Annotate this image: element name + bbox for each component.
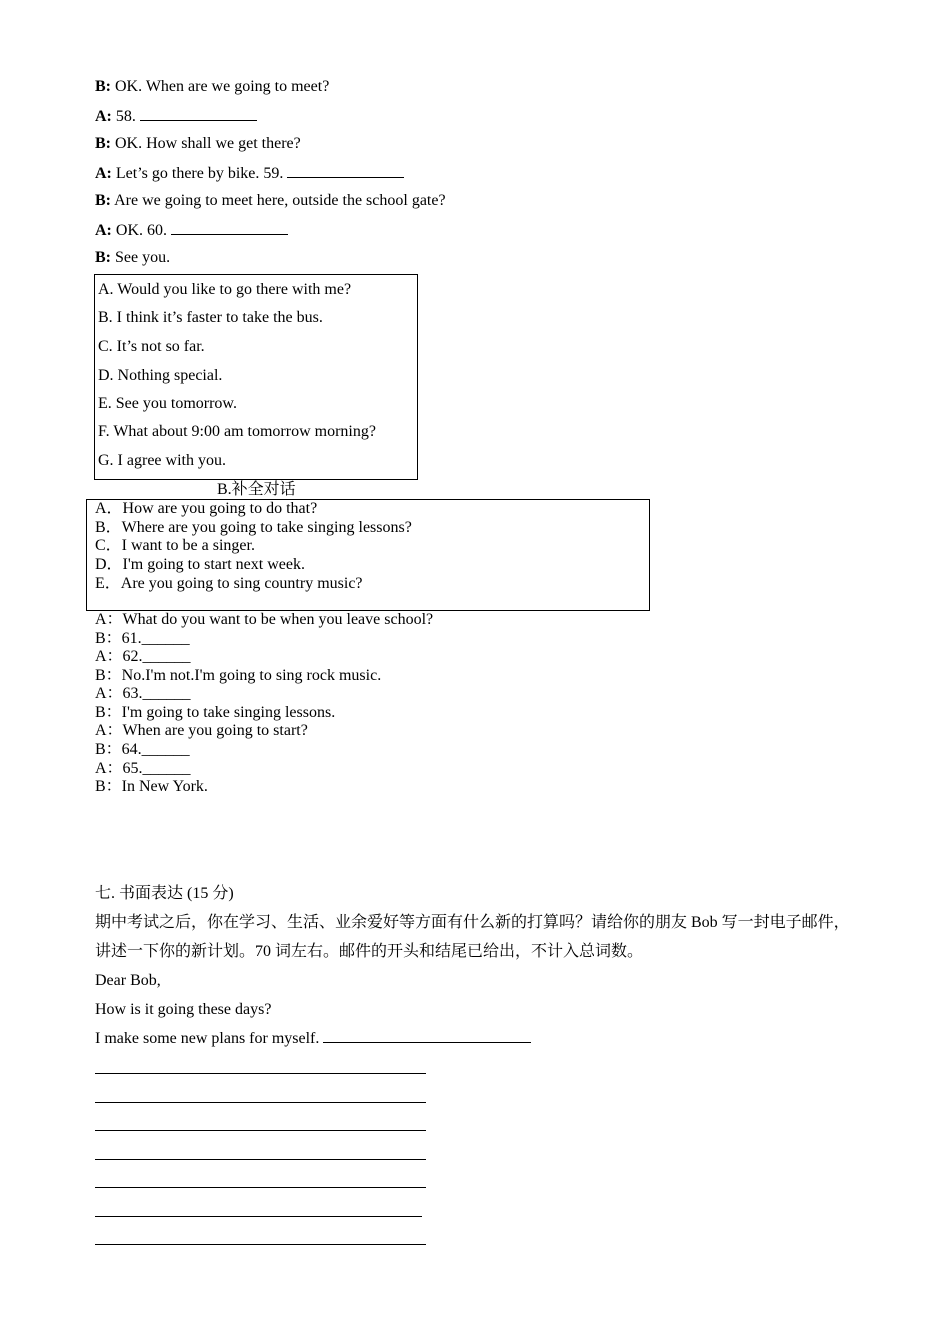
- section-b-title: B.补全对话: [217, 481, 296, 498]
- dialogue-text: Let’s go there by bike. 59.: [115, 165, 284, 182]
- dialogue-text: OK. How shall we get there?: [115, 135, 301, 152]
- speaker-label: B:: [95, 78, 111, 95]
- dialogue-line: [95, 220, 288, 241]
- speaker-label: B:: [95, 249, 111, 266]
- speaker-label: A:: [95, 165, 112, 182]
- option-item: A．How are you going to do that?: [95, 500, 318, 517]
- writing-line[interactable]: [95, 1187, 426, 1188]
- writing-prompt: 期中考试之后，你在学习、生活、业余爱好等方面有什么新的打算吗？请给你的朋友 Bob 写一封电子邮件，: [95, 914, 850, 931]
- speaker-label: A:: [95, 108, 112, 125]
- option-item: C．I want to be a singer.: [95, 537, 255, 554]
- dialogue-text: OK. 60.: [115, 222, 167, 239]
- dialogue-line: A：63.______: [95, 685, 191, 702]
- option-item: G. I agree with you.: [98, 452, 226, 469]
- dialogue-line: [95, 77, 329, 97]
- dialogue-line: B：I'm going to take singing lessons.: [95, 704, 336, 721]
- dialogue-text: Are we going to meet here, outside the school gate?: [114, 192, 446, 209]
- dialogue-line: [95, 163, 404, 184]
- option-item: A. Would you like to go there with me?: [98, 281, 352, 298]
- dialogue-text: OK. When are we going to meet?: [115, 78, 330, 95]
- letter-salutation: Dear Bob,: [95, 972, 161, 989]
- dialogue-line: A：65.______: [95, 760, 191, 777]
- dialogue-line: A：When are you going to start?: [95, 722, 308, 739]
- letter-line: How is it going these days?: [95, 1001, 272, 1018]
- writing-line[interactable]: [95, 1244, 426, 1245]
- writing-line[interactable]: [95, 1130, 426, 1131]
- dialogue-text: 58.: [115, 108, 136, 125]
- writing-blank[interactable]: [323, 1028, 531, 1043]
- option-item: D. Nothing special.: [98, 367, 223, 384]
- option-item: E. See you tomorrow.: [98, 395, 237, 412]
- dialogue-text: See you.: [115, 249, 171, 266]
- speaker-label: A:: [95, 222, 112, 239]
- dialogue-line: [95, 106, 257, 127]
- option-item: B．Where are you going to take singing lessons?: [95, 519, 412, 536]
- writing-line[interactable]: [95, 1216, 422, 1217]
- answer-blank[interactable]: [140, 106, 257, 121]
- answer-blank[interactable]: [287, 163, 404, 178]
- dialogue-line: [95, 248, 170, 268]
- writing-line[interactable]: [95, 1159, 426, 1160]
- option-item: F. What about 9:00 am tomorrow morning?: [98, 423, 376, 440]
- letter-line: [95, 1028, 531, 1049]
- letter-text: I make some new plans for myself.: [95, 1030, 320, 1047]
- dialogue-line: B：No.I'm not.I'm going to sing rock music.: [95, 667, 382, 684]
- writing-prompt: 讲述一下你的新计划。70 词左右。邮件的开头和结尾已给出，不计入总词数。: [95, 943, 644, 960]
- dialogue-line: B：64.______: [95, 741, 190, 758]
- dialogue-line: [95, 191, 446, 211]
- option-item: C. It’s not so far.: [98, 338, 205, 355]
- dialogue-line: [95, 134, 301, 154]
- option-item: B. I think it’s faster to take the bus.: [98, 309, 323, 326]
- dialogue-line: A：What do you want to be when you leave school?: [95, 611, 434, 628]
- speaker-label: B:: [95, 192, 111, 209]
- option-item: E．Are you going to sing country music?: [95, 575, 363, 592]
- speaker-label: B:: [95, 135, 111, 152]
- option-item: D．I'm going to start next week.: [95, 556, 305, 573]
- dialogue-line: B：In New York.: [95, 778, 208, 795]
- writing-line[interactable]: [95, 1073, 426, 1074]
- dialogue-line: B：61.______: [95, 630, 190, 647]
- writing-heading: 七. 书面表达 (15 分): [95, 885, 234, 902]
- writing-line[interactable]: [95, 1102, 426, 1103]
- answer-blank[interactable]: [171, 220, 288, 235]
- dialogue-line: A：62.______: [95, 648, 191, 665]
